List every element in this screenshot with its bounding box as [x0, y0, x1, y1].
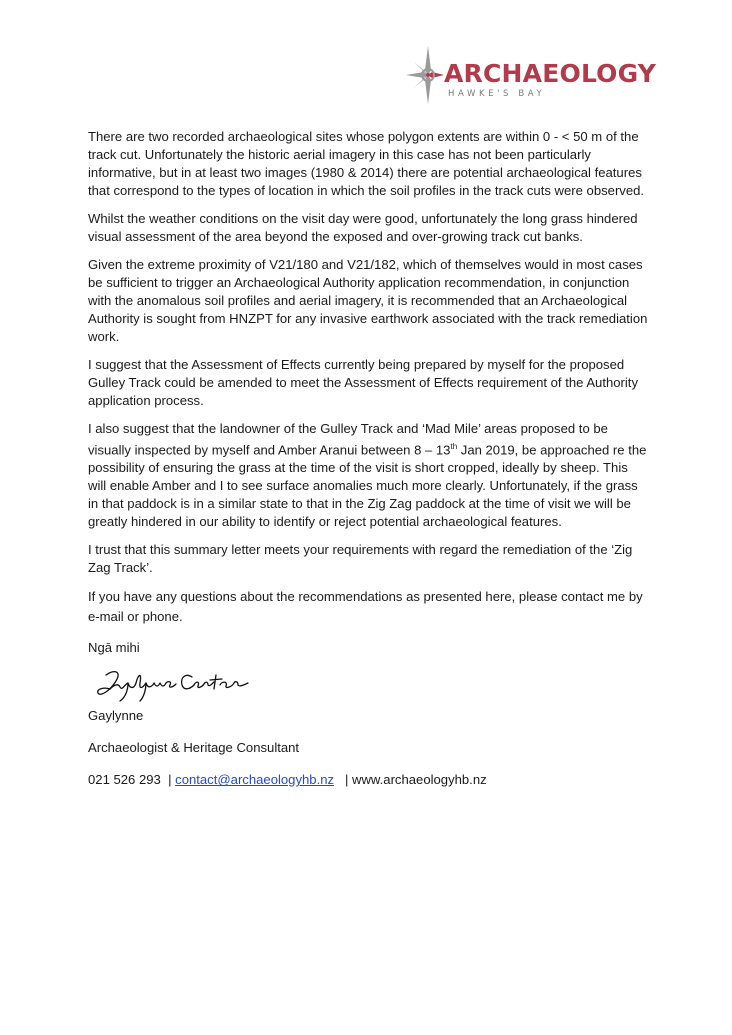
paragraph-sites: There are two recorded archaeological sites whose polygon extents are within 0 - < 50 m of the track cut. Unfortunately the historic aerial imagery in this case has not been particularly informative, but in at least two images (1980 & 2014) there are potential archaeological features that correspond to the types of location in which the soil profiles in the track cuts were observed.	[88, 129, 645, 198]
compass-logo-icon	[404, 40, 448, 110]
paragraph-summary: I trust that this summary letter meets your requirements with regard the remediation of the ‘Zig Zag Track’.	[88, 542, 633, 576]
paragraph-weather: Whilst the weather conditions on the visit day were good, unfortunately the long grass hindered visual assessment of the area beyond the exposed and over-growing track cut banks.	[88, 211, 638, 244]
logo-subtitle: HAWKE'S BAY	[448, 89, 546, 99]
paragraph-questions: If you have any questions about the recommendations as presented here, please contact me by e-mail or phone.	[88, 589, 643, 625]
paragraph-assessment: I suggest that the Assessment of Effects currently being prepared by myself for the proposed Gulley Track could be amended to meet the Assessment of Effects requirement of the Authority application process.	[88, 357, 638, 408]
letter-body	[88, 128, 648, 799]
phone-number: 021 526 293	[88, 772, 161, 788]
paragraph-landowner-part1: I also suggest that the landowner of the Gulley Track and ‘Mad Mile’ areas proposed to be visually inspected by myself and Amber Aranui between 8 – 13	[88, 421, 608, 458]
ordinal-suffix: th	[450, 442, 458, 451]
signatory-role: Archaeologist & Heritage Consultant	[88, 740, 300, 756]
paragraph-landowner-part2: Jan 2019, be approached re the possibility of ensuring the grass at the time of the visit is short cropped, ideally by sheep. This will enable Amber and I to see surface anomalies much more clearly. Unfortunately, if the grass in that paddock is in a similar state to that in the Zig Zag paddock at the time of visit we will be greatly hindered in our ability to identify or reject potential archaeological features.	[88, 442, 647, 530]
handwritten-signature	[92, 667, 262, 703]
paragraph-landowner	[88, 420, 648, 531]
greeting: Ngā mihi	[88, 640, 140, 656]
paragraph-recommendation: Given the extreme proximity of V21/180 and V21/182, which of themselves would in most cases be sufficient to trigger an Archaeological Authority application recommendation, in conjunction with the anomalous soil profiles and aerial imagery, it is recommended that an Archaeological Authority is sought from HNZPT for any invasive earthwork associated with the track remediation work.	[88, 257, 648, 344]
logo-title: ARCHAEOLOGY	[444, 59, 657, 88]
website-text: www.archaeologyhb.nz	[352, 772, 487, 788]
email-link[interactable]: contact@archaeologyhb.nz	[175, 772, 335, 788]
company-logo	[404, 40, 657, 112]
signatory-name: Gaylynne	[88, 708, 144, 724]
contact-line: 021 526 293 | contact@archaeologyhb.nz | www.archaeologyhb.nz	[88, 772, 487, 788]
